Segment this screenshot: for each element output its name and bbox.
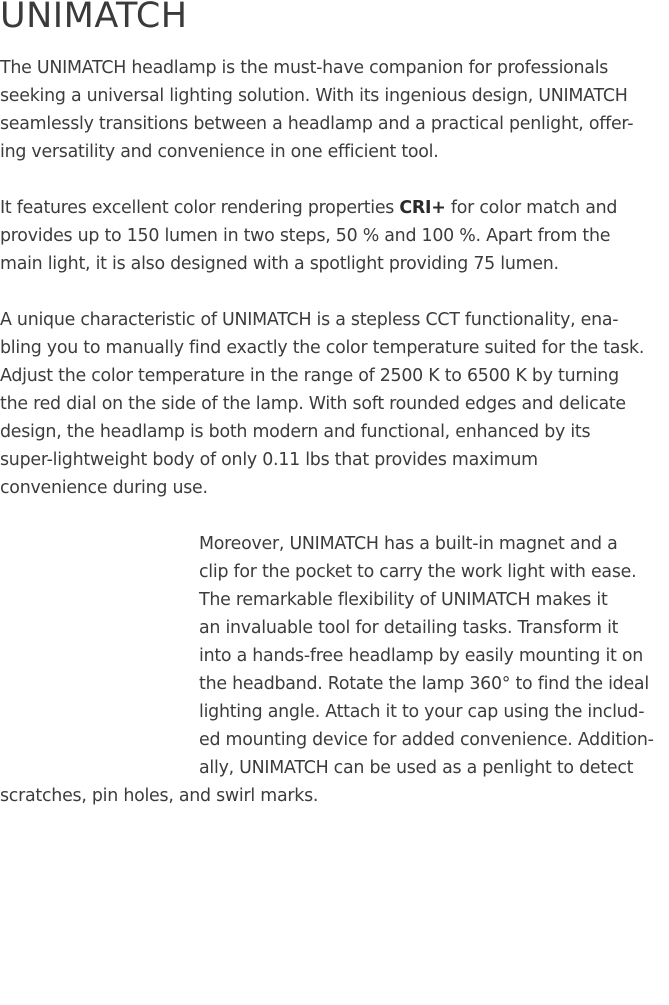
body-text-line: The UNIMATCH headlamp is the must-have companion for professionals bbox=[0, 58, 609, 78]
body-text-line: design, the headlamp is both modern and functional, enhanced by its bbox=[0, 422, 591, 442]
cri-highlight: CRI+ bbox=[399, 198, 446, 218]
body-text-line: lighting angle. Attach it to your cap using the includ- bbox=[199, 702, 645, 722]
body-text-line: Adjust the color temperature in the range of 2500 K to 6500 K by turning bbox=[0, 366, 619, 386]
body-text-segment: It features excellent color rendering properties bbox=[0, 198, 400, 218]
body-text-line: seamlessly transitions between a headlamp and a practical penlight, offer- bbox=[0, 114, 634, 134]
body-text-line: seeking a universal lighting solution. With its ingenious design, UNIMATCH bbox=[0, 86, 628, 106]
body-text-line: main light, it is also designed with a spotlight providing 75 lumen. bbox=[0, 254, 559, 274]
body-text-line: scratches, pin holes, and swirl marks. bbox=[0, 786, 319, 806]
body-text-line: A unique characteristic of UNIMATCH is a stepless CCT functionality, ena- bbox=[0, 310, 619, 330]
body-text-line: provides up to 150 lumen in two steps, 50 % and 100 %. Apart from the bbox=[0, 226, 611, 246]
body-text-line: The remarkable flexibility of UNIMATCH makes it bbox=[199, 590, 608, 610]
body-text-line: the red dial on the side of the lamp. With soft rounded edges and delicate bbox=[0, 394, 626, 414]
body-text-line: into a hands-free headlamp by easily mounting it on bbox=[199, 646, 644, 666]
body-text-line: ing versatility and convenience in one efficient tool. bbox=[0, 142, 439, 162]
body-text-line: an invaluable tool for detailing tasks. Transform it bbox=[199, 618, 619, 638]
page-title: UNIMATCH bbox=[0, 0, 188, 36]
body-text-line: super-lightweight body of only 0.11 lbs that provides maximum bbox=[0, 450, 538, 470]
body-text-line: convenience during use. bbox=[0, 478, 208, 498]
body-text-line: clip for the pocket to carry the work light with ease. bbox=[199, 562, 637, 582]
body-text-line: Moreover, UNIMATCH has a built-in magnet and a bbox=[199, 534, 618, 554]
body-text-line: ed mounting device for added convenience. Addition- bbox=[199, 730, 654, 750]
body-text-line: ally, UNIMATCH can be used as a penlight to detect bbox=[199, 758, 634, 778]
body-text-line: bling you to manually find exactly the color temperature suited for the task. bbox=[0, 338, 645, 358]
body-text-line bbox=[0, 194, 617, 222]
body-text-line: the headband. Rotate the lamp 360° to find the ideal bbox=[199, 674, 649, 694]
body-text-segment: for color match and bbox=[445, 198, 618, 218]
